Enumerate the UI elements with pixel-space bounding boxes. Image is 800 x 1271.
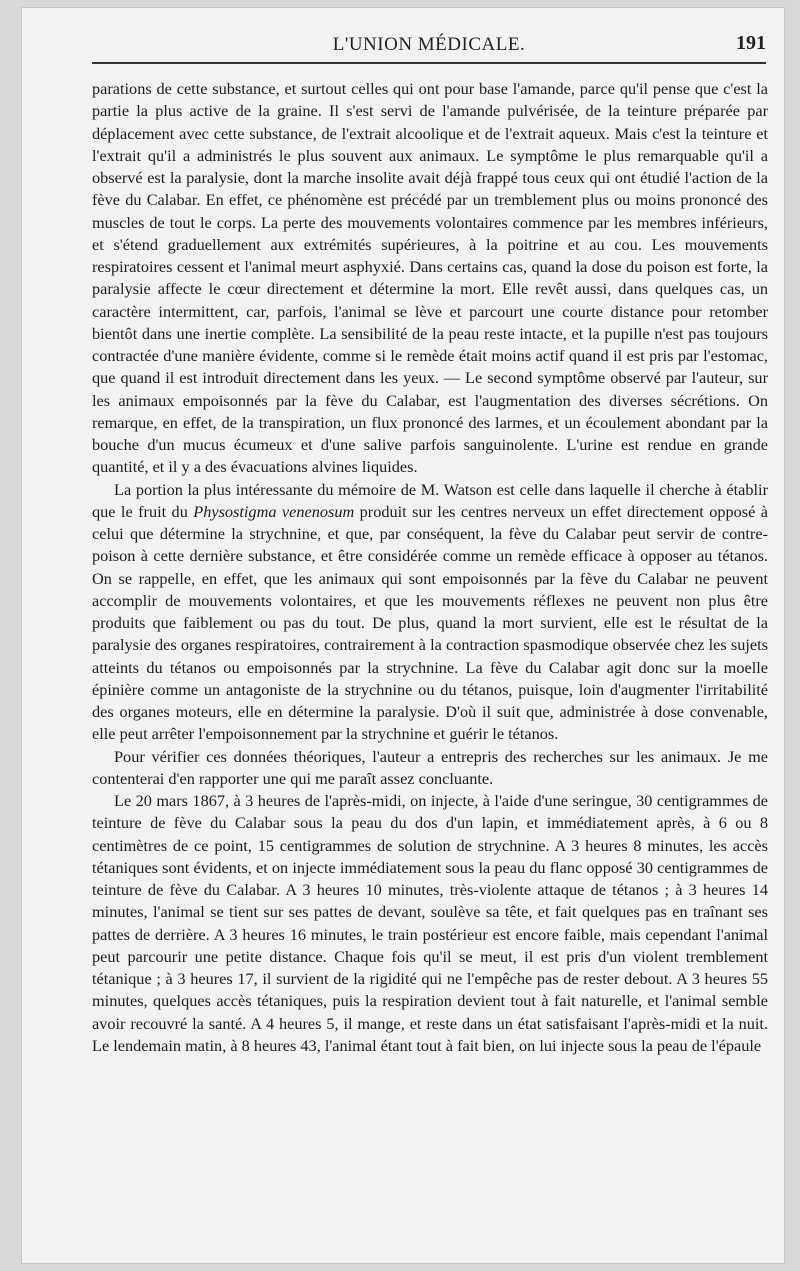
document-page xyxy=(22,8,784,1263)
page-number: 191 xyxy=(736,32,766,54)
paragraph-text: produit sur les centres nerveux un effet directement opposé à celui que détermine la strychnine, et que, par conséquent, la fève du Calabar peut servir de contre-poison à cette dernière substance, et être considérée comme un remède efficace à opposer au tétanos. On se rappelle, en effet, que les animaux qui sont empoisonnés par la fève du Calabar ne peuvent accomplir de mouvements volontaires, et que les mouvements réflexes ne peuvent non plus être produits que faiblement ou pas du tout. De plus, quand la mort survient, elle est le résultat de la paralysie des organes respiratoires, contrairement à la contraction spasmodique observée chez les sujets atteints du tétanos ou empoisonnés par la strychnine. La fève du Calabar agit donc sur la moelle épinière comme un antagoniste de la strychnine ou du tétanos, puisque, loin d'augmenter l'irritabilité des organes moteurs, elle en détermine la paralysie. D'où il suit que, administrée à dose convenable, elle peut arrêter l'empoisonnement par la strychnine et guérir le tétanos. xyxy=(92,501,768,744)
running-title: L'UNION MÉDICALE. xyxy=(332,34,526,55)
paragraph-text: Le 20 mars 1867, à 3 heures de l'après-midi, on injecte, à l'aide d'une seringue, 30 centigrammes de teinture de fève du Calabar sous la peau du dos d'un lapin, et immédiatement après, à 6 ou 8 centimètres de ce point, 15 centigrammes de solution de strychnine. A 3 heures 8 minutes, les accès tétaniques sont évidents, et on injecte immédiatement sous la peau du flanc opposé 30 centigrammes de teinture de fève du Calabar. A 3 heures 10 minutes, très-violente attaque de tétanos ; à 3 heures 14 minutes, l'animal se tient sur ses pattes de devant, soulève sa tête, et fait quelques pas en traînant ses pattes de derrière. A 3 heures 16 minutes, le train postérieur est encore faible, mais cependant l'animal peut parcourir une petite distance. Chaque fois qu'il se meut, il est pris d'un violent tremblement tétanique ; à 3 heures 17, il survient de la rigidité qui ne l'empêche pas de rester debout. A 3 heures 55 minutes, quelques accès tétaniques, puis la respiration devient tout à fait naturelle, et l'animal semble avoir recouvré la santé. A 4 heures 5, il mange, et reste dans un état satisfaisant l'après-midi et la nuit. Le lendemain matin, à 8 heures 43, l'animal étant tout à fait bien, on lui injecte sous la peau de l'épaule xyxy=(92,791,768,1055)
paragraph-text: Pour vérifier ces données théoriques, l'auteur a entrepris des recherches sur les animaux. Je me contenterai d'en rapporter une qui me paraît assez concluante. xyxy=(92,746,768,788)
paragraph-text: La portion la plus intéressante du mémoire de M. Watson est celle dans laquelle il cherche à établir que le fruit du xyxy=(92,479,768,521)
paragraph xyxy=(92,746,768,791)
article-body xyxy=(92,78,768,1057)
italic-term: Physostigma venenosum xyxy=(193,501,355,521)
paragraph xyxy=(92,790,768,1057)
running-header xyxy=(92,32,766,64)
paragraph xyxy=(92,78,768,479)
paragraph xyxy=(92,479,768,746)
paragraph-text: parations de cette substance, et surtout celles qui ont pour base l'amande, parce qu'il pense que c'est la partie la plus active de la graine. Il s'est servi de l'amande pulvérisée, de la teinture préparée par déplacement avec cette substance, de l'extrait alcoolique et de l'extrait aqueux. Mais c'est la teinture et l'extrait qu'il a administrés le plus souvent aux animaux. Le symptôme le plus remarquable qu'il a observé est la paralysie, dont la marche insolite avait déjà frappé tous ceux qui ont étudié l'action de la fève du Calabar. En effet, ce phénomène est précédé par un tremblement plus ou moins prononcé des muscles de tout le corps. La perte des mouvements volontaires commence par les membres inférieurs, et s'étend graduellement aux extrémités supérieures, à la poitrine et au cou. Les mouvements respiratoires cessent et l'animal meurt asphyxié. Dans certains cas, quand la dose du poison est forte, la paralysie affecte le cœur directement et détermine la mort. Elle revêt aussi, dans quelques cas, un caractère intermittent, car, parfois, l'animal se lève et parcourt une courte distance pour retomber bientôt dans une inertie complète. La sensibilité de la peau reste intacte, et la pupille n'est pas toujours contractée d'une manière évidente, comme si le remède était moins actif quand il est pris par l'estomac, que quand il est introduit directement dans les yeux. — Le second symptôme observé par l'auteur, sur les animaux empoisonnés par la fève du Calabar, est l'augmentation des diverses sécrétions. On remarque, en effet, de la transpiration, un flux prononcé des larmes, et un écoulement abondant par la bouche d'un mucus écumeux et d'une salive parfois sanguinolente. L'urine est rendue en grande quantité, et il y a des évacuations alvines liquides. xyxy=(92,79,768,477)
